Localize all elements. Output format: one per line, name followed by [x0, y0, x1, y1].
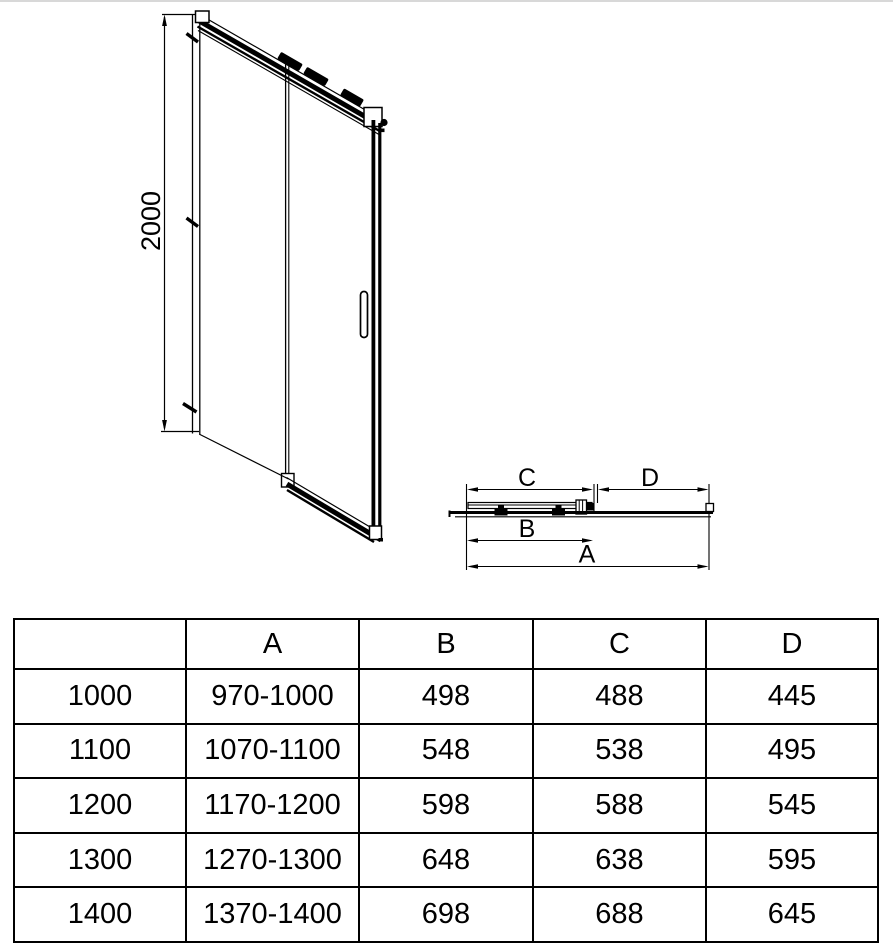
table-header-row	[14, 619, 878, 669]
table-cell: 970-1000	[186, 669, 359, 724]
table-cell: 1370-1400	[186, 887, 359, 942]
track-end-knob	[380, 119, 387, 126]
row-size-label: 1100	[14, 724, 186, 779]
table-cell: 1170-1200	[186, 778, 359, 833]
table-cell: 1070-1100	[186, 724, 359, 779]
row-size-label: 1000	[14, 669, 186, 724]
table-cell: 488	[533, 669, 706, 724]
table-cell: 1270-1300	[186, 833, 359, 888]
table-cell: 498	[359, 669, 533, 724]
table-cell: 638	[533, 833, 706, 888]
table-header-b: B	[359, 619, 533, 669]
door-right-stile	[373, 120, 379, 540]
fixed-glass-bottom-edge	[200, 435, 289, 480]
track-left-cap	[196, 11, 210, 23]
table-cell: 445	[706, 669, 878, 724]
table-cell: 645	[706, 887, 878, 942]
table-cell: 495	[706, 724, 878, 779]
table-cell: 588	[533, 778, 706, 833]
table-header-size	[14, 619, 186, 669]
table-cell: 538	[533, 724, 706, 779]
door-handle	[361, 292, 368, 338]
dimension-label-c: C	[517, 464, 537, 492]
table-cell: 688	[533, 887, 706, 942]
table-cell: 548	[359, 724, 533, 779]
table-row	[14, 778, 878, 833]
rail-end-cap	[370, 526, 382, 540]
table-row	[14, 833, 878, 888]
wall-bracket	[183, 404, 197, 413]
table-cell: 698	[359, 887, 533, 942]
wall-profile	[183, 14, 200, 435]
table-row	[14, 887, 878, 942]
table-cell: 595	[706, 833, 878, 888]
front-view-drawing	[161, 11, 388, 542]
panel-divider	[282, 65, 295, 488]
table-row	[14, 669, 878, 724]
table-cell: 648	[359, 833, 533, 888]
top-track	[196, 11, 388, 135]
row-size-label: 1400	[14, 887, 186, 942]
dimension-label-b: B	[518, 515, 536, 543]
panel-end-block	[706, 504, 714, 512]
size-table	[13, 618, 879, 943]
row-size-label: 1300	[14, 833, 186, 888]
row-size-label: 1200	[14, 778, 186, 833]
table-header-a: A	[186, 619, 359, 669]
table-cell: 598	[359, 778, 533, 833]
bottom-rail	[287, 478, 384, 543]
dimension-label-a: A	[578, 540, 596, 569]
height-dimension-label: 2000	[136, 190, 166, 252]
dimension-label-d: D	[640, 464, 660, 492]
table-row	[14, 724, 878, 779]
table-cell: 545	[706, 778, 878, 833]
table-header-d: D	[706, 619, 878, 669]
table-header-c: C	[533, 619, 706, 669]
